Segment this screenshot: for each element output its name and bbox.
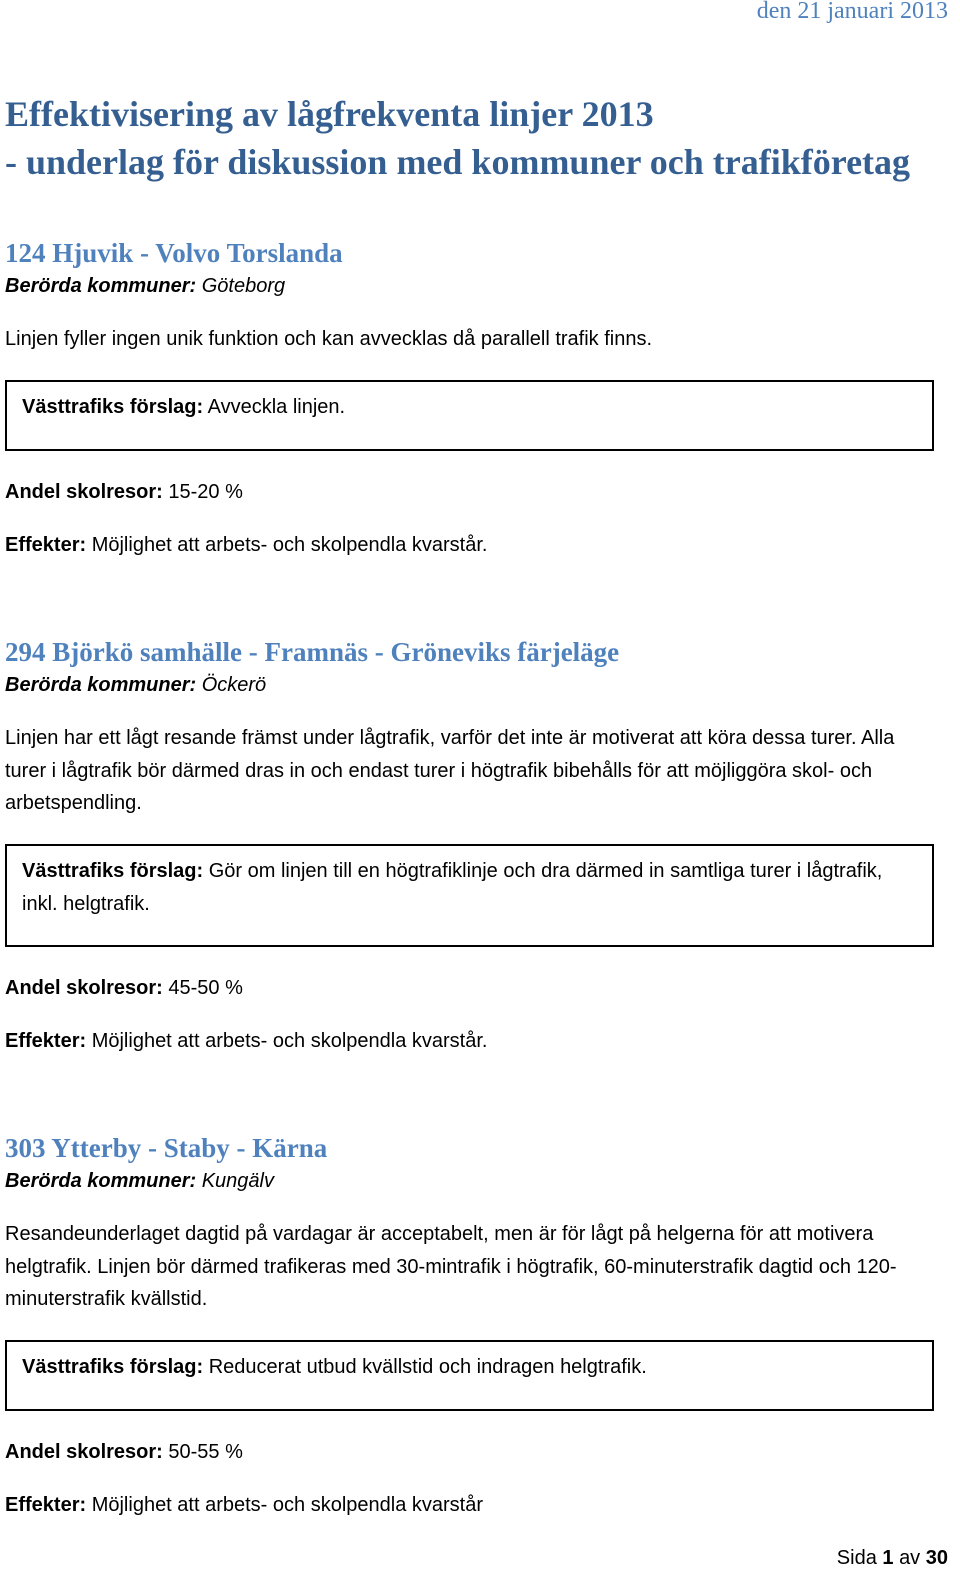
title-line-1: Effektivisering av lågfrekventa linjer 2013 xyxy=(5,94,654,134)
page-prefix: Sida xyxy=(836,1547,877,1569)
proposal-label: Västtrafiks förslag: xyxy=(22,860,204,882)
municipality-label: Berörda kommuner: xyxy=(5,674,197,696)
school-share-value: 50-55 % xyxy=(168,1441,243,1463)
effects-label: Effekter: xyxy=(5,1030,87,1052)
effects-text: Möjlighet att arbets- och skolpendla kvarstår xyxy=(91,1494,484,1516)
route-heading: 294 Björkö samhälle - Framnäs - Gröneviks färjeläge xyxy=(5,637,620,667)
effects-label: Effekter: xyxy=(5,1494,87,1516)
proposal-text: Gör om linjen till en högtrafiklinje och dra därmed in samtliga turer i lågtrafik, inkl. helgtrafik. xyxy=(22,860,883,915)
school-share-value: 45-50 % xyxy=(168,977,243,999)
effects-text: Möjlighet att arbets- och skolpendla kvarstår. xyxy=(91,1030,488,1052)
school-share-label: Andel skolresor: xyxy=(5,977,163,999)
document-title xyxy=(5,90,910,186)
school-share-line xyxy=(5,973,243,1003)
municipality-line xyxy=(5,1165,935,1197)
route-heading: 124 Hjuvik - Volvo Torslanda xyxy=(5,238,343,268)
effects-label: Effekter: xyxy=(5,534,87,556)
route-description: Linjen fyller ingen unik funktion och kan avvecklas då parallell trafik finns. xyxy=(5,328,653,350)
municipality-value: Göteborg xyxy=(201,275,286,297)
page-current: 1 xyxy=(882,1547,894,1569)
page-total: 30 xyxy=(925,1547,948,1569)
school-share-line xyxy=(5,1437,243,1467)
municipality-line xyxy=(5,270,935,302)
effects-line xyxy=(5,1490,483,1520)
page-of: av xyxy=(899,1547,921,1569)
route-description: Resandeunderlaget dagtid på vardagar är acceptabelt, men är för lågt på helgerna för att motivera helgtrafik. Linjen bör därmed trafikeras med 30-mintrafik i högtrafik, 60-minuterstrafik dagtid och 120-minuterstrafik kvällstid. xyxy=(5,1223,897,1310)
document-date: den 21 januari 2013 xyxy=(756,0,948,24)
municipality-label: Berörda kommuner: xyxy=(5,275,197,297)
proposal-box xyxy=(5,844,934,947)
proposal-label: Västtrafiks förslag: xyxy=(22,1356,204,1378)
proposal-text: Reducerat utbud kvällstid och indragen helgtrafik. xyxy=(208,1356,647,1378)
effects-text: Möjlighet att arbets- och skolpendla kvarstår. xyxy=(91,534,488,556)
school-share-label: Andel skolresor: xyxy=(5,481,163,503)
route-description: Linjen har ett lågt resande främst under lågtrafik, varför det inte är motiverat att köra dessa turer. Alla turer i lågtrafik bör därmed dras in och endast turer i högtrafik bibehålls för att möjliggöra skol- och arbetspendling. xyxy=(5,727,895,814)
title-line-2: - underlag för diskussion med kommuner och trafikföretag xyxy=(5,142,911,182)
effects-line xyxy=(5,1026,487,1056)
effects-line xyxy=(5,530,487,560)
municipality-value: Kungälv xyxy=(201,1170,274,1192)
route-section-124 xyxy=(5,236,935,356)
proposal-box xyxy=(5,1340,934,1411)
proposal-text: Avveckla linjen. xyxy=(207,396,346,418)
school-share-line xyxy=(5,477,243,507)
route-section-303 xyxy=(5,1131,935,1316)
municipality-value: Öckerö xyxy=(201,674,267,696)
route-heading: 303 Ytterby - Staby - Kärna xyxy=(5,1133,328,1163)
page-number xyxy=(837,1545,948,1571)
municipality-line xyxy=(5,669,935,701)
school-share-label: Andel skolresor: xyxy=(5,1441,163,1463)
school-share-value: 15-20 % xyxy=(168,481,243,503)
municipality-label: Berörda kommuner: xyxy=(5,1170,197,1192)
proposal-label: Västtrafiks förslag: xyxy=(22,396,204,418)
route-section-294 xyxy=(5,635,935,820)
proposal-box xyxy=(5,380,934,451)
